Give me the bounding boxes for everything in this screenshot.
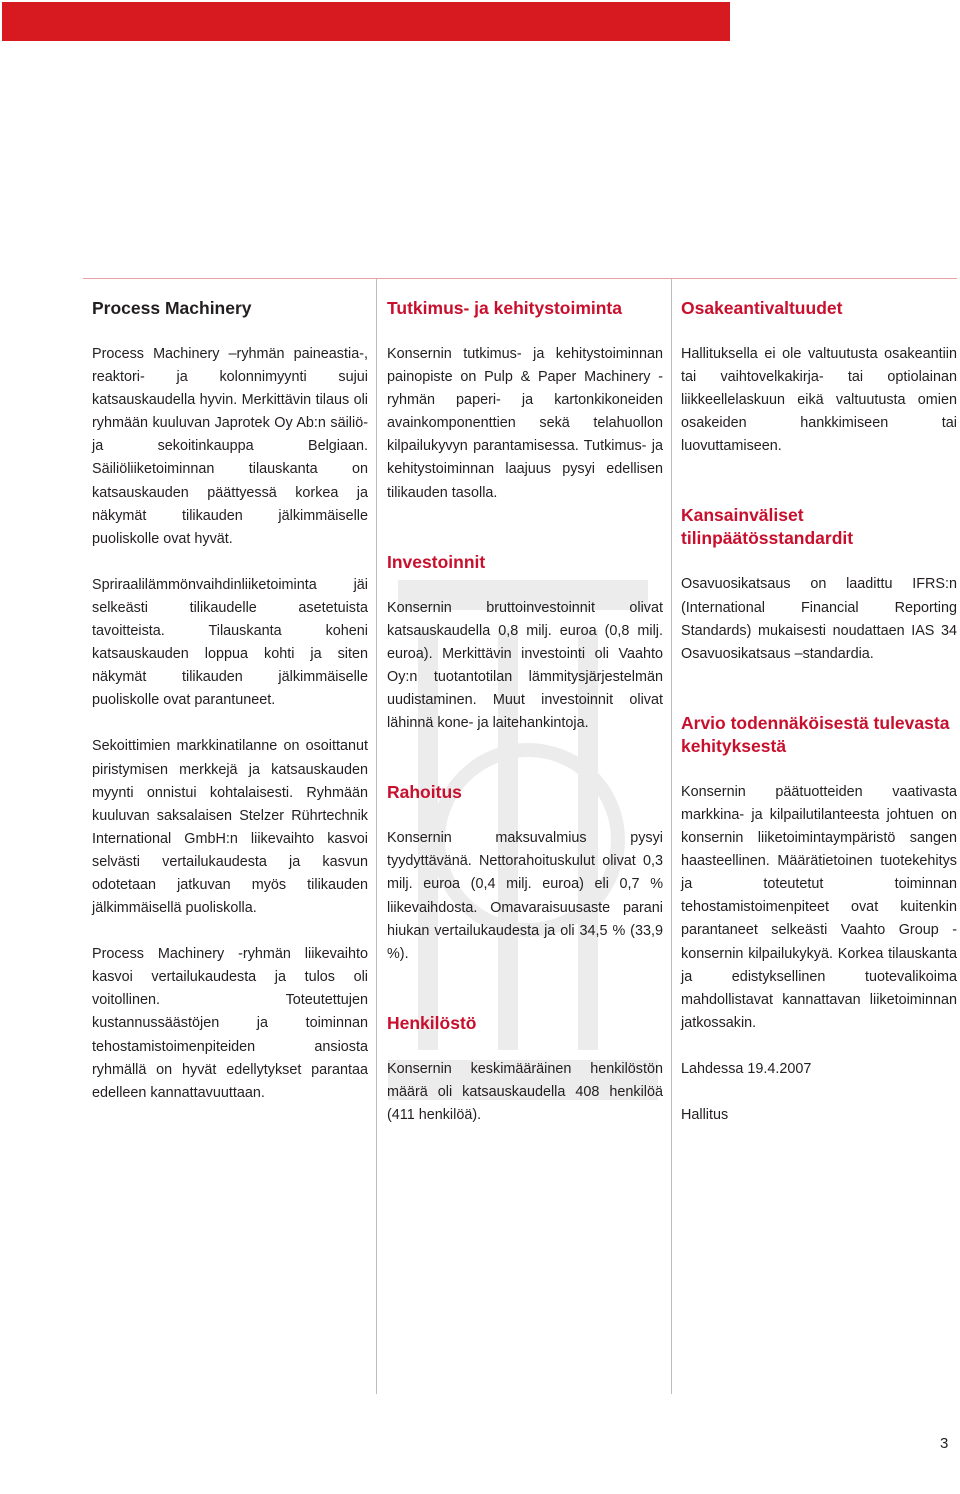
- column-divider-1: [376, 279, 377, 1394]
- paragraph: Konsernin keskimääräinen henkilöstön määrä oli katsauskaudella 408 henkilöä (411 henkilöä).: [387, 1060, 663, 1123]
- paragraph: Hallituksella ei ole valtuutusta osakeantiin tai vaihtovelkakirja- tai optiolainan liikkeellelaskuun eikä valtuutusta omien osakeiden hankkimiseen tai luovuttamiseen.: [681, 346, 957, 455]
- place-date: Lahdessa 19.4.2007: [681, 1060, 812, 1077]
- heading-process-machinery: Process Machinery: [92, 298, 252, 318]
- column-right: [681, 297, 957, 1127]
- signature: Hallitus: [681, 1106, 729, 1123]
- column-middle: [387, 297, 663, 1127]
- paragraph: Konsernin bruttoinvestoinnit olivat katsauskaudella 0,8 milj. euroa (0,8 milj. euroa). Merkittävin investointi oli Vaahto Oy:n tuotantotilan lämmitysjärjestelmän uudistaminen. Muut investoinnit olivat lähinnä kone- ja laitehankintoja.: [387, 599, 663, 732]
- heading-ifrs: Kansainväliset tilinpäätösstandardit: [681, 505, 854, 549]
- heading-investments: Investoinnit: [387, 551, 486, 572]
- page-number: 3: [940, 1435, 949, 1452]
- top-accent-bar: [2, 2, 730, 41]
- heading-outlook: Arvio todennäköisestä tulevasta kehityksestä: [681, 712, 950, 756]
- paragraph: Konsernin päätuotteiden vaativasta markkina- ja kilpailutilanteesta johtuen on konsernin liiketoimintaympäristö sangen haasteellinen. Määrätietoinen tuotekehitys ja toteutetut toiminnan tehostamistoimenpiteet ovat kuitenkin parantaneet selkeästi Vaahto Group -konsernin kilpailukykyä. Korkea tilauskanta ja edistyksellinen tuotevalikoima mahdollistavat kannattavan liiketoiminnan jatkossakin.: [681, 783, 957, 1031]
- paragraph: Process Machinery -ryhmän liikevaihto kasvoi vertailukaudesta ja tulos oli voitollinen. Toteutettujen kustannussäästöjen ja toiminnan tehostamistoimenpiteiden ansiosta ryhmällä on hyvät edellytykset parantaa edelleen kannattavuuttaan.: [92, 946, 368, 1101]
- heading-financing: Rahoitus: [387, 782, 462, 803]
- column-left: [92, 297, 368, 1105]
- header-rule: [83, 278, 957, 279]
- paragraph: Konsernin tutkimus- ja kehitystoiminnan painopiste on Pulp & Paper Machinery -ryhmän paperi- ja kartonkikoneiden avainkomponenttien sekä telahuollon kilpailukyvyn parantamisessa. Tutkimus- ja kehitystoiminnan laajuus pysyi edellisen tilikauden tasolla.: [387, 346, 663, 501]
- paragraph: Konsernin maksuvalmius pysyi tyydyttävänä. Nettorahoituskulut olivat 0,3 milj. euroa (0,4 milj. euroa) eli 0,7 % liikevaihdosta. Omavaraisuusaste parani hiukan vertailukaudesta ja oli 34,5 % (33,9 %).: [387, 830, 663, 962]
- heading-share-issue-authorizations: Osakeantivaltuudet: [681, 298, 843, 318]
- heading-personnel: Henkilöstö: [387, 1012, 477, 1033]
- paragraph: Process Machinery –ryhmän paineastia-, reaktori- ja kolonnimyynti sujui katsauskaudella hyvin. Merkittävin tilaus oli ryhmään kuuluvan Japrotek Oy Ab:n säiliö- ja sekoitinkauppa Belgiaan. Säiliöliiketoiminnan tilauskanta on katsauskauden päättyessä korkea ja näkymät tilikauden jälkimmäiselle puoliskolle ovat hyvät.: [92, 346, 368, 547]
- paragraph: Osavuosikatsaus on laadittu IFRS:n (International Financial Reporting Standards) mukaisesti noudattaen IAS 34 Osavuosikatsaus –standardia.: [681, 576, 957, 662]
- paragraph: Sekoittimien markkinatilanne on osoittanut piristymisen merkkejä ja katsauskauden myynti onnistui kohtalaisesti. Ryhmään kuuluvan saksalaisen Stelzer Rührtechnik International GmbH:n liikevaihto kasvoi selvästi vertailukaudesta ja kasvun odotetaan jatkuvan myös tilikauden jälkimmäisellä puoliskolla.: [92, 738, 368, 917]
- paragraph: Spriraalilämmönvaihdinliiketoiminta jäi selkeästi tilikaudelle asetetuista tavoitteista. Tilauskanta koheni katsauskauden loppua kohti ja siten näkymät tilikauden jälkimmäiselle puoliskolle ovat parantuneet.: [92, 576, 368, 709]
- heading-research-development: Tutkimus- ja kehitystoiminta: [387, 298, 622, 318]
- column-divider-2: [671, 279, 672, 1394]
